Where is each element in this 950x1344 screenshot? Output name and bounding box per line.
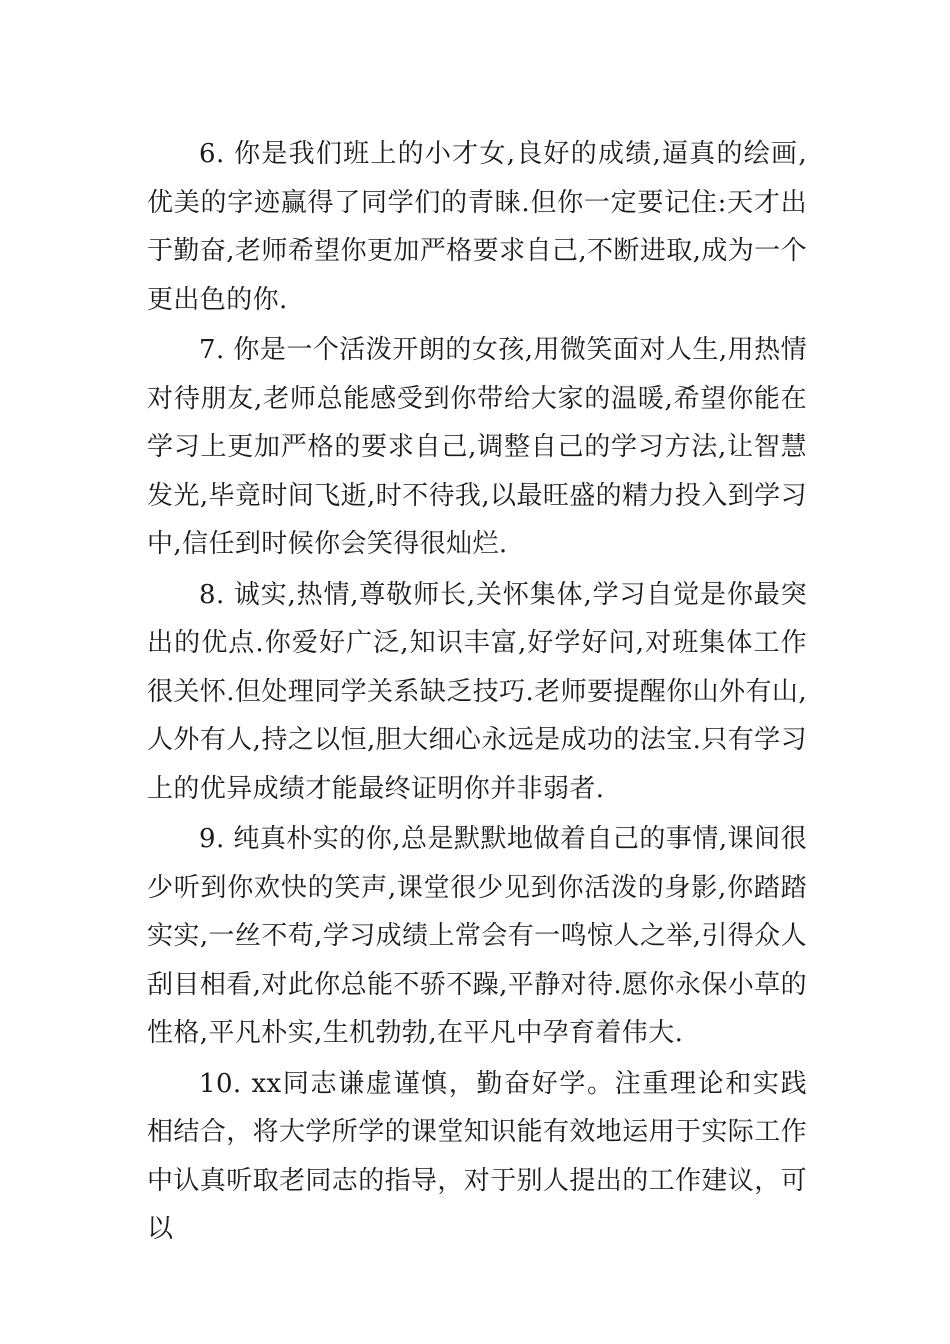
document-body (147, 130, 807, 1256)
paragraph-10: 10. xx同志谦虚谨慎，勤奋好学。注重理论和实践相结合，将大学所学的课堂知识能有效地运用于实际工作中认真听取老同志的指导，对于别人提出的工作建议，可以 (147, 1068, 808, 1244)
paragraph-9: 9. 纯真朴实的你,总是默默地做着自己的事情,课间很少听到你欢快的笑声,课堂很少见到你活泼的身影,你踏踏实实,一丝不苟,学习成绩上常会有一鸣惊人之举,引得众人刮目相看,对此你总能不骄不躁,平静对待.愿你永保小草的性格,平凡朴实,生机勃勃,在平凡中孕育着伟大. (147, 824, 807, 1048)
paragraph-6: 6. 你是我们班上的小才女,良好的成绩,逼真的绘画,优美的字迹赢得了同学们的青睐.但你一定要记住:天才出于勤奋,老师希望你更加严格要求自己,不断进取,成为一个更出色的你. (147, 139, 807, 315)
paragraph-7: 7. 你是一个活泼开朗的女孩,用微笑面对人生,用热情对待朋友,老师总能感受到你带给大家的温暖,希望你能在学习上更加严格的要求自己,调整自己的学习方法,让智慧发光,毕竟时间飞逝,时不待我,以最旺盛的精力投入到学习中,信任到时候你会笑得很灿烂. (147, 335, 807, 559)
paragraph-8: 8. 诚实,热情,尊敬师长,关怀集体,学习自觉是你最突出的优点.你爱好广泛,知识丰富,好学好问,对班集体工作很关怀.但处理同学关系缺乏技巧.老师要提醒你山外有山,人外有人,持之以恒,胆大细心永远是成功的法宝.只有学习上的优异成绩才能最终证明你并非弱者. (147, 579, 807, 804)
